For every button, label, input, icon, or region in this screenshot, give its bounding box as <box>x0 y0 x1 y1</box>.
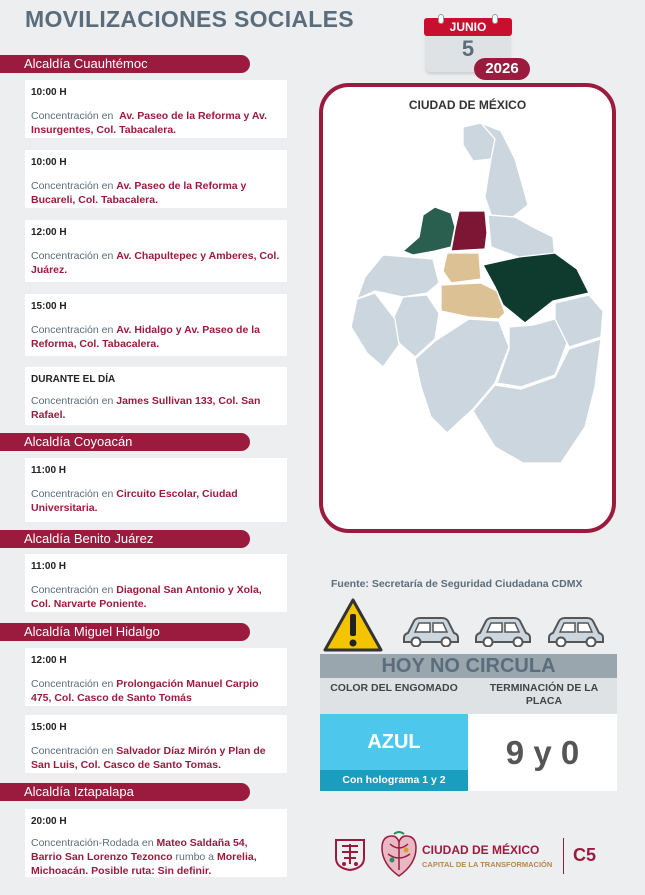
event-card <box>25 150 287 208</box>
footer-divider <box>563 838 564 874</box>
event-description: Concentración-Rodada en Mateo Saldaña 54, Barrio San Lorenzo Tezonco rumbo a Morelia, Michoacán. Posible ruta: Sin definir. <box>31 837 257 877</box>
event-card <box>25 294 287 356</box>
event-card <box>25 809 287 877</box>
section-benito-juarez-header: Alcaldía Benito Juárez <box>0 530 250 548</box>
event-time: 20:00 H <box>31 816 67 827</box>
sticker-color: AZUL <box>320 714 468 770</box>
calendar-icon <box>424 14 519 82</box>
map-title: CIUDAD DE MÉXICO <box>408 98 527 112</box>
color-header: COLOR DEL ENGOMADO <box>330 682 458 694</box>
plate-endings: 9 y 0 <box>468 714 617 791</box>
car-icon <box>402 615 460 647</box>
car-icon <box>474 615 532 647</box>
cdmx-map-svg <box>323 87 612 529</box>
calendar-ring <box>438 14 444 24</box>
event-description: Concentración en Prolongación Manuel Carpio 475, Col. Casco de Santo Tomás <box>31 678 259 704</box>
cdmx-heart-logo-icon <box>378 830 420 880</box>
car-icon <box>547 615 605 647</box>
cdmx-seal-icon <box>332 836 368 872</box>
city-tagline: CAPITAL DE LA TRANSFORMACIÓN <box>422 860 553 869</box>
event-time: 10:00 H <box>31 87 67 98</box>
map-region <box>351 293 399 367</box>
event-time: 12:00 H <box>31 227 67 238</box>
page-title: MOVILIZACIONES SOCIALES <box>25 6 354 32</box>
event-card <box>25 458 287 522</box>
source-note: Fuente: Secretaría de Seguridad Ciudadana CDMX <box>331 578 583 590</box>
agency-logo: C5 <box>573 845 597 865</box>
event-card <box>25 367 287 425</box>
event-time: 12:00 H <box>31 655 67 666</box>
event-description: Concentración en Av. Chapultepec y Amberes, Col. Juárez. <box>31 250 280 276</box>
calendar-year: 2026 <box>474 58 530 80</box>
map-region-miguel-hidalgo <box>403 207 455 255</box>
event-card <box>25 554 287 612</box>
section-miguel-hidalgo-header: Alcaldía Miguel Hidalgo <box>0 623 250 641</box>
map-region <box>357 255 439 299</box>
map-region-benito-juarez <box>443 253 481 283</box>
event-description: Concentración en Av. Paseo de la Reforma y Av. Insurgentes, Col. Tabacalera. <box>31 110 268 136</box>
section-iztapalapa-header: Alcaldía Iztapalapa <box>0 783 250 801</box>
calendar-day: 5 <box>461 36 475 61</box>
city-map <box>319 83 616 533</box>
event-description: Concentración en Av. Paseo de la Reforma y Bucareli, Col. Tabacalera. <box>31 180 247 206</box>
plate-header: TERMINACIÓN DE LA PLACA <box>489 682 599 707</box>
hologram-note: Con holograma 1 y 2 <box>320 770 468 791</box>
event-time: 11:00 H <box>31 561 67 572</box>
event-description: Concentración en Circuito Escolar, Ciudad Universitaria. <box>31 488 238 514</box>
event-time: 15:00 H <box>31 722 67 733</box>
event-time: 15:00 H <box>31 301 67 312</box>
event-description: Concentración en James Sullivan 133, Col. San Rafael. <box>31 395 261 421</box>
event-card <box>25 648 287 706</box>
warning-icon <box>323 598 383 652</box>
section-cuauhtemoc-header: Alcaldía Cuauhtémoc <box>0 55 250 73</box>
calendar-month: JUNIO <box>424 18 512 36</box>
event-card <box>25 220 287 282</box>
event-description: Concentración en Salvador Díaz Mirón y Plan de San Luis, Col. Casco de Santo Tomas. <box>31 745 266 771</box>
calendar-ring <box>492 14 498 24</box>
event-card <box>25 80 287 138</box>
event-description: Concentración en Diagonal San Antonio y Xola, Col. Narvarte Poniente. <box>31 584 262 610</box>
event-description: Concentración en Av. Hidalgo y Av. Paseo de la Reforma, Col. Tabacalera. <box>31 324 260 350</box>
event-card <box>25 715 287 773</box>
hoy-no-circula-title: HOY NO CIRCULA <box>320 654 617 678</box>
event-time: DURANTE EL DÍA <box>31 374 116 385</box>
event-time: 10:00 H <box>31 157 67 168</box>
hoy-no-circula-headers <box>320 678 617 714</box>
event-time: 11:00 H <box>31 465 67 476</box>
city-name: CIUDAD DE MÉXICO <box>422 843 540 857</box>
section-coyoacan-header: Alcaldía Coyoacán <box>0 433 250 451</box>
map-region-cuauhtemoc <box>451 211 487 251</box>
